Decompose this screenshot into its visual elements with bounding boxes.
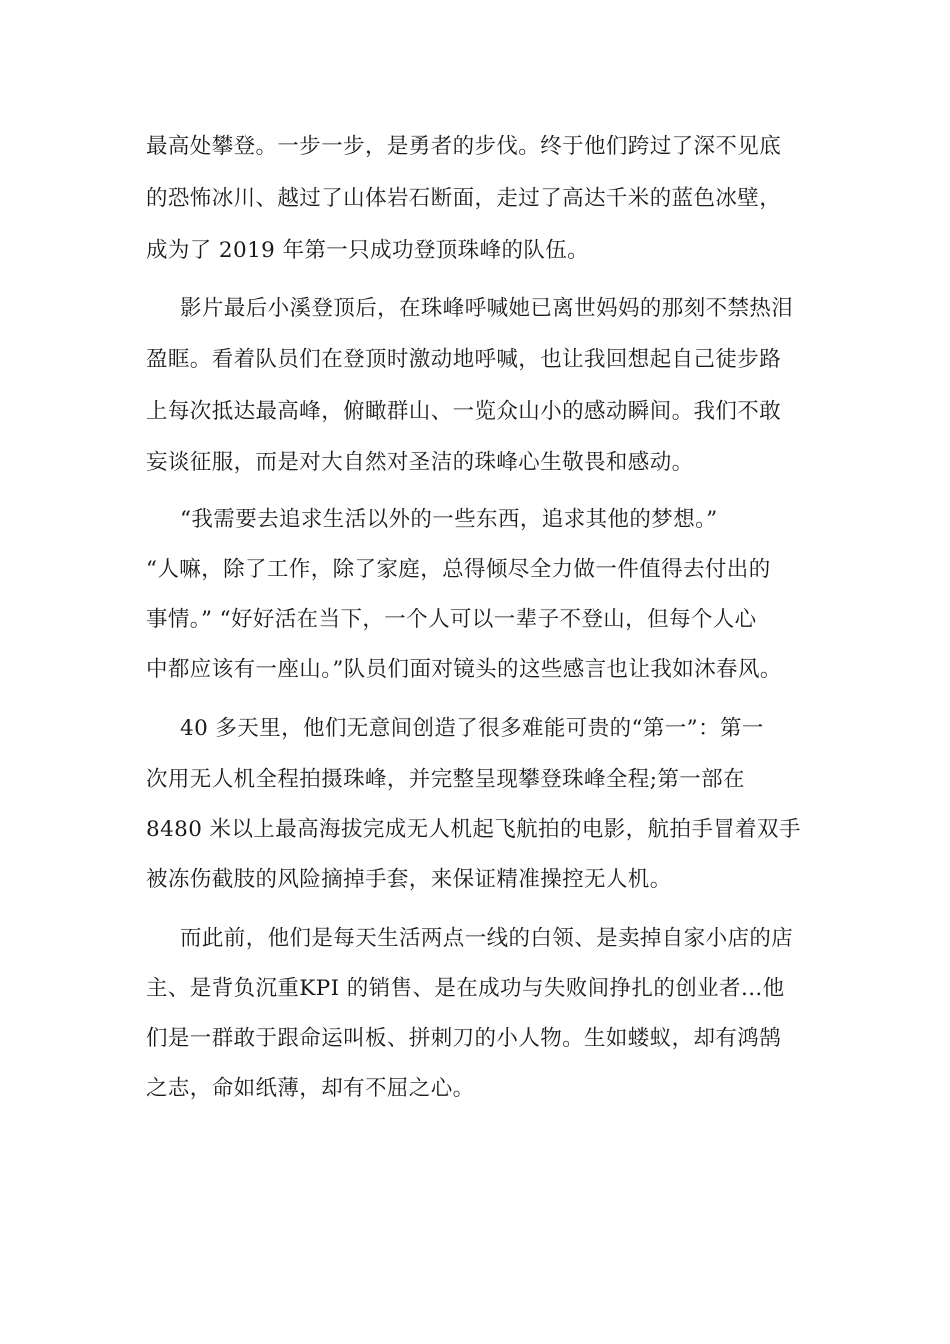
text-line: “我需要去追求生活以外的一些东西，追求其他的梦想。” <box>180 507 718 532</box>
text-line: 40 多天里，他们无意间创造了很多难能可贵的“第一”：第一 <box>180 716 764 741</box>
text-line: 次用无人机全程拍摄珠峰，并完整呈现攀登珠峰全程;第一部在 <box>146 767 745 792</box>
text-line: 影片最后小溪登顶后，在珠峰呼喊她已离世妈妈的那刻不禁热泪 <box>180 296 794 321</box>
text-line: 成为了 2019 年第一只成功登顶珠峰的队伍。 <box>146 238 590 263</box>
text-line: 事情。” “好好活在当下，一个人可以一辈子不登山，但每个人心 <box>146 607 757 632</box>
text-line: 最高处攀登。一步一步，是勇者的步伐。终于他们跨过了深不见底 <box>146 134 782 159</box>
text-line: 主、是背负沉重KPI 的销售、是在成功与失败间挣扎的创业者...他 <box>146 976 785 1001</box>
text-line: 中都应该有一座山。”队员们面对镜头的这些感言也让我如沐春风。 <box>146 657 782 682</box>
text-line: 的恐怖冰川、越过了山体岩石断面，走过了高达千米的蓝色冰壁， <box>146 186 782 211</box>
text-line: “人嘛，除了工作，除了家庭，总得倾尽全力做一件值得去付出的 <box>146 557 771 582</box>
text-line: 盈眶。看着队员们在登顶时激动地呼喊，也让我回想起自己徒步路 <box>146 347 782 372</box>
text-line: 们是一群敢于跟命运叫板、拼刺刀的小人物。生如蝼蚁，却有鸿鹄 <box>146 1026 782 1051</box>
text-line: 8480 米以上最高海拔完成无人机起飞航拍的电影，航拍手冒着双手 <box>146 817 801 842</box>
text-line: 而此前，他们是每天生活两点一线的白领、是卖掉自家小店的店 <box>180 926 794 951</box>
text-line: 之志，命如纸薄，却有不屈之心。 <box>146 1076 475 1101</box>
text-line: 妄谈征服，而是对大自然对圣洁的珠峰心生敬畏和感动。 <box>146 450 694 475</box>
text-line: 上每次抵达最高峰，俯瞰群山、一览众山小的感动瞬间。我们不敢 <box>146 399 782 424</box>
text-line: 被冻伤截肢的风险摘掉手套，来保证精准操控无人机。 <box>146 867 672 892</box>
